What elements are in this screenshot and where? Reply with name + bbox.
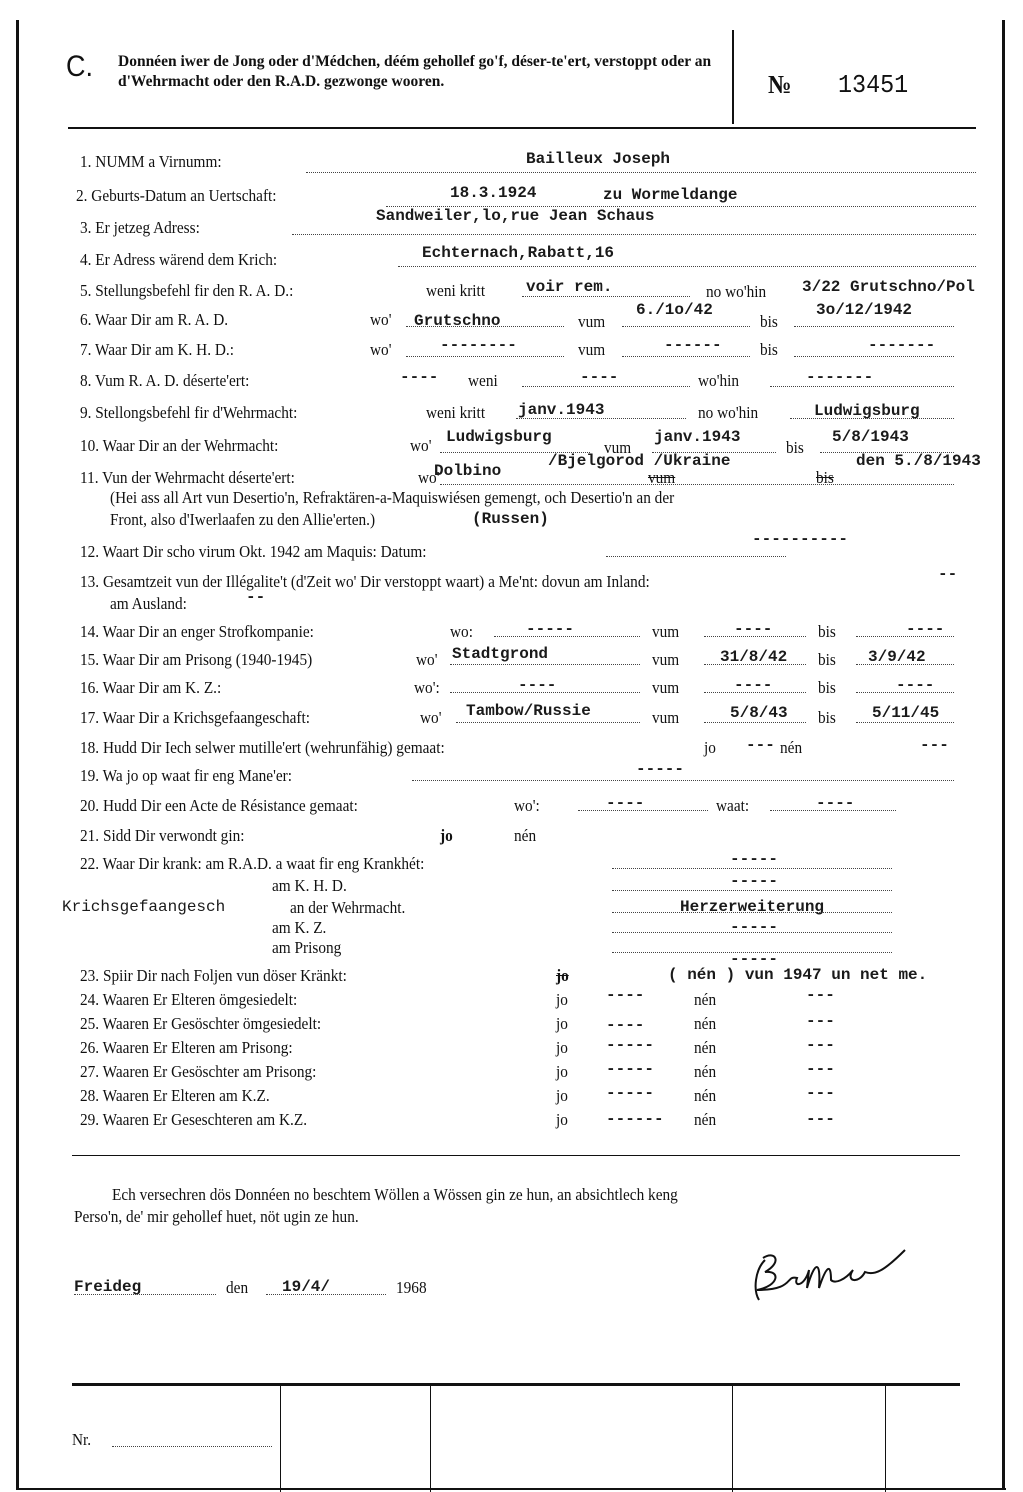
footer-col: [430, 1386, 431, 1492]
vum-label: vum: [578, 312, 606, 331]
wartime-address-value[interactable]: Echternach,Rabatt,16: [422, 244, 615, 262]
mutilation-jo-value[interactable]: ---: [746, 736, 775, 754]
bis-label: bis: [818, 622, 836, 641]
bis-label: bis: [818, 650, 836, 669]
footer-rule: [72, 1383, 960, 1386]
jo-value[interactable]: ------: [606, 1110, 664, 1128]
nen-value[interactable]: ---: [806, 1012, 835, 1030]
jo-label: jo: [556, 1110, 568, 1129]
sub-label: an der Wehrmacht.: [290, 898, 406, 917]
nen-value[interactable]: ---: [806, 1110, 835, 1128]
weni-label: weni kritt: [426, 403, 486, 422]
field-label: 2. Geburts-Datum an Uertschaft:: [76, 186, 277, 205]
wo-label: wo':: [414, 678, 440, 697]
signoff-date-value[interactable]: 19/4/: [282, 1278, 331, 1296]
name-value[interactable]: Bailleux Joseph: [526, 150, 671, 168]
wo-label: wo': [420, 708, 442, 727]
nen-label: nén: [780, 738, 803, 757]
maquis-date-value[interactable]: ----------: [752, 530, 849, 548]
abroad-value[interactable]: --: [246, 588, 266, 606]
wo-label: wo': [410, 436, 432, 455]
consequences-jo-option[interactable]: jo: [556, 966, 569, 985]
field-label: 19. Wa jo op waat fir eng Mane'er:: [80, 766, 292, 785]
rad-from-value[interactable]: 6./1o/42: [636, 301, 713, 319]
dotted-line: [292, 234, 976, 235]
vum-label: vum: [648, 468, 676, 487]
jo-label: jo: [556, 1038, 568, 1057]
section-rule: [72, 1155, 960, 1156]
vum-label: vum: [652, 650, 680, 669]
field-label: 29. Waaren Er Geseschteren am K.Z.: [80, 1110, 308, 1129]
dotted-line: [856, 722, 954, 723]
form-number: 13451: [838, 70, 909, 100]
dotted-line: [74, 1294, 216, 1295]
jo-value[interactable]: -----: [606, 1036, 655, 1054]
wohin-label: wo'hin: [698, 371, 740, 390]
wehrmacht-from-value[interactable]: janv.1943: [654, 428, 741, 446]
field-label: 28. Waaren Er Elteren am K.Z.: [80, 1086, 270, 1105]
rad-destination-value[interactable]: 3/22 Grutschno/Pol: [802, 278, 975, 296]
illness-prison-value[interactable]: -----: [730, 950, 779, 968]
section-letter: C.: [66, 50, 93, 83]
jo-label: jo: [556, 1014, 568, 1033]
penal-company-place-value[interactable]: -----: [526, 620, 575, 638]
field-label: 15. Waar Dir am Prisong (1940-1945): [80, 650, 313, 669]
penal-company-to-value[interactable]: ----: [906, 620, 945, 638]
jo-value[interactable]: -----: [606, 1084, 655, 1102]
rad-desertion-dest-value[interactable]: -------: [806, 368, 874, 386]
dotted-line: [606, 556, 786, 557]
wo-label: wo':: [514, 796, 540, 815]
header-rule: [68, 127, 976, 129]
bis-label: bis: [818, 708, 836, 727]
section-heading: Donnéen iwer de Jong oder d'Médchen, déém gehollef go'f, déser-te'ert, verstoppt oder an d'Wehrmacht oder den R.A.D. gezwonge wooren.: [118, 53, 712, 90]
jo-label: jo: [704, 738, 716, 757]
pow-from-value[interactable]: 5/8/43: [730, 704, 788, 722]
dotted-line: [306, 172, 976, 173]
field-label: 16. Waar Dir am K. Z.:: [80, 678, 222, 697]
bottom-rule: [16, 1488, 1006, 1490]
wehrmacht-place-value[interactable]: Ludwigsburg: [446, 428, 552, 446]
khd-to-value[interactable]: -------: [868, 336, 936, 354]
kz-to-value[interactable]: ----: [896, 676, 935, 694]
dotted-line: [522, 296, 690, 297]
note-value[interactable]: (Russen): [472, 510, 549, 528]
declaration-line-2: Perso'n, de' mir gehollef huet, nöt ugin ze hun.: [74, 1207, 359, 1226]
mutilation-nen-value[interactable]: ---: [920, 736, 949, 754]
signature: [735, 1240, 915, 1310]
field-label: 13. Gesamtzeit vun der Illégalite't (d'Zeit wo' Dir verstoppt waart) a Me'nt: dovun am Inland:: [80, 572, 650, 591]
jo-value[interactable]: ----: [606, 986, 645, 1004]
vum-label: vum: [604, 438, 632, 457]
illness-kz-value[interactable]: -----: [730, 918, 779, 936]
birth-place-value[interactable]: zu Wormeldange: [603, 186, 738, 204]
illness-rad-value[interactable]: -----: [730, 850, 779, 868]
vum-label: vum: [652, 708, 680, 727]
dotted-line: [440, 484, 954, 485]
wounded-nen-option[interactable]: nén: [514, 826, 537, 845]
birth-date-value[interactable]: 18.3.1924: [450, 184, 537, 202]
wo-label: wo:: [450, 622, 473, 641]
field-label: 18. Hudd Dir Iech selwer mutille'ert (wehrunfähig) gemaat:: [80, 738, 445, 757]
wehrmacht-to-value[interactable]: 5/8/1943: [832, 428, 909, 446]
wo-label: wo': [418, 468, 440, 487]
wounded-jo-option[interactable]: jo: [440, 826, 453, 845]
jo-label: jo: [556, 1086, 568, 1105]
illness-pow-typed-label[interactable]: Krichsgefaangesch: [62, 898, 226, 916]
field-label: 4. Er Adress wärend dem Krich:: [80, 250, 278, 269]
rad-desertion-date-value[interactable]: ----: [580, 368, 619, 386]
number-symbol: №: [768, 70, 792, 99]
dotted-line: [704, 722, 806, 723]
prison-to-value[interactable]: 3/9/42: [868, 648, 926, 666]
wo-label: wo': [370, 340, 392, 359]
pow-to-value[interactable]: 5/11/45: [872, 704, 940, 722]
sub-label: am K. Z.: [272, 918, 327, 937]
vum-label: vum: [652, 622, 680, 641]
note-line-2: Front, also d'Iwerlaafen zu den Allie'erten.): [110, 510, 376, 529]
desertion-place-value[interactable]: Dolbino: [434, 462, 502, 480]
dotted-line: [522, 386, 690, 387]
vum-label: vum: [578, 340, 606, 359]
waat-label: waat:: [716, 796, 750, 815]
field-label-2: am Ausland:: [110, 594, 187, 613]
jo-label: jo: [556, 990, 568, 1009]
prison-place-value[interactable]: Stadtgrond: [452, 645, 549, 663]
weni-label: weni: [468, 371, 498, 390]
field-label: 8. Vum R. A. D. déserte'ert:: [80, 371, 250, 390]
header-divider: [732, 30, 734, 124]
field-label: 17. Waar Dir a Krichsgefaangeschaft:: [80, 708, 311, 727]
footer-col: [732, 1386, 733, 1492]
mutilation-manner-value[interactable]: -----: [636, 760, 685, 778]
vum-label: vum: [652, 678, 680, 697]
wohin-label: no wo'hin: [706, 282, 767, 301]
wohin-label: no wo'hin: [698, 403, 759, 422]
rad-order-date-value[interactable]: voir rem.: [526, 278, 613, 296]
field-label: 10. Waar Dir an der Wehrmacht:: [80, 436, 279, 455]
consequences-value[interactable]: ( nén ) vun 1947 un net me.: [668, 966, 928, 984]
field-label: 26. Waaren Er Elteren am Prisong:: [80, 1038, 293, 1057]
dotted-line: [412, 780, 954, 781]
dotted-line: [612, 890, 892, 891]
rad-desertion-value[interactable]: ----: [400, 368, 439, 386]
field-label: 6. Waar Dir am R. A. D.: [80, 310, 229, 329]
penal-company-from-value[interactable]: ----: [734, 620, 773, 638]
field-label: 20. Hudd Dir een Acte de Résistance gemaat:: [80, 796, 358, 815]
field-label: 11. Vun der Wehrmacht déserte'ert:: [80, 468, 295, 487]
resistance-what-value[interactable]: ----: [816, 794, 855, 812]
field-label: 27. Waaren Er Gesöschter am Prisong:: [80, 1062, 317, 1081]
footer-col: [280, 1386, 281, 1492]
dotted-line: [622, 326, 750, 327]
nen-label: nén: [694, 1110, 717, 1129]
wo-label: wo': [416, 650, 438, 669]
nen-label: nén: [694, 990, 717, 1009]
nen-value[interactable]: ---: [806, 1060, 835, 1078]
field-label: 22. Waar Dir krank: am R.A.D. a waat fir eng Krankhét:: [80, 854, 425, 873]
nen-value[interactable]: ---: [806, 1036, 835, 1054]
nen-label: nén: [694, 1062, 717, 1081]
khd-from-value[interactable]: ------: [664, 336, 722, 354]
note-line-1: (Hei ass all Art vun Desertio'n, Refraktären-a-Maquiswiésen gemengt, och Desertio'n an der: [110, 488, 675, 507]
left-border: [16, 20, 19, 1490]
resistance-place-value[interactable]: ----: [606, 794, 645, 812]
kz-place-value[interactable]: ----: [518, 676, 557, 694]
dotted-line: [770, 386, 954, 387]
bis-label: bis: [786, 438, 804, 457]
rad-place-value[interactable]: Grutschno: [414, 312, 501, 330]
weni-label: weni kritt: [426, 281, 486, 300]
declaration-line-1: Ech versechren dös Donnéen no beschtem Wöllen a Wössen gin ze hun, an absichtlech keng: [112, 1185, 678, 1204]
khd-place-value[interactable]: --------: [440, 336, 517, 354]
signoff-place-value[interactable]: Freideg: [74, 1278, 142, 1296]
dotted-line: [450, 664, 640, 665]
field-label: 23. Spiir Dir nach Foljen vun döser Kränkt:: [80, 966, 347, 985]
bis-label: bis: [816, 468, 834, 487]
kz-from-value[interactable]: ----: [734, 676, 773, 694]
field-label: 7. Waar Dir am K. H. D.:: [80, 340, 235, 359]
field-label: 24. Waaren Er Elteren ömgesiedelt:: [80, 990, 298, 1009]
pow-place-value[interactable]: Tambow/Russie: [466, 702, 591, 720]
nen-value[interactable]: ---: [806, 986, 835, 1004]
desertion-region-value[interactable]: /Bjelgorod /Ukraine: [548, 452, 731, 470]
signature-drawing: [735, 1240, 915, 1310]
footer-col: [885, 1386, 886, 1492]
desertion-date-value[interactable]: den 5./8/1943: [856, 452, 981, 470]
sub-label: am Prisong: [272, 938, 342, 957]
right-border: [1002, 20, 1005, 1490]
nen-label: nén: [694, 1038, 717, 1057]
dotted-line: [622, 356, 750, 357]
field-label: 9. Stellongsbefehl fir d'Wehrmacht:: [80, 403, 298, 422]
field-label: 5. Stellungsbefehl fir den R. A. D.:: [80, 281, 294, 300]
field-label: 21. Sidd Dir verwondt gin:: [80, 826, 245, 845]
dotted-line: [612, 868, 892, 869]
wehrmacht-destination-value[interactable]: Ludwigsburg: [814, 402, 920, 420]
jo-value[interactable]: ----: [606, 1016, 645, 1034]
dotted-line: [406, 356, 564, 357]
wehrmacht-order-date-value[interactable]: janv.1943: [518, 401, 605, 419]
current-address-value[interactable]: Sandweiler,lo,rue Jean Schaus: [376, 207, 655, 225]
field-label: 12. Waart Dir scho virum Okt. 1942 am Maquis: Datum:: [80, 542, 427, 561]
field-label: 1. NUMM a Virnumm:: [80, 152, 222, 171]
dotted-line: [456, 722, 640, 723]
bis-label: bis: [818, 678, 836, 697]
rad-to-value[interactable]: 3o/12/1942: [816, 301, 913, 319]
prison-from-value[interactable]: 31/8/42: [720, 648, 788, 666]
nr-label: Nr.: [72, 1430, 92, 1449]
field-label: 14. Waar Dir an enger Strofkompanie:: [80, 622, 314, 641]
illness-khd-value[interactable]: -----: [730, 872, 779, 890]
nr-field[interactable]: [112, 1446, 272, 1447]
dotted-line: [398, 266, 976, 267]
dotted-line: [794, 326, 954, 327]
field-label: 25. Waaren Er Gesöschter ömgesiedelt:: [80, 1014, 322, 1033]
bis-label: bis: [760, 340, 778, 359]
nen-value[interactable]: ---: [806, 1084, 835, 1102]
den-label: den: [226, 1278, 249, 1297]
sub-label: am K. H. D.: [272, 876, 347, 895]
inland-value[interactable]: --: [938, 565, 958, 583]
jo-label: jo: [556, 1062, 568, 1081]
bis-label: bis: [760, 312, 778, 331]
field-label: 3. Er jetzeg Adress:: [80, 218, 200, 237]
nen-label: nén: [694, 1086, 717, 1105]
dotted-line: [794, 356, 954, 357]
wo-label: wo': [370, 310, 392, 329]
year-label: 1968: [396, 1278, 427, 1297]
illness-wehrmacht-value[interactable]: Herzerweiterung: [680, 898, 825, 916]
jo-value[interactable]: -----: [606, 1060, 655, 1078]
nen-label: nén: [694, 1014, 717, 1033]
